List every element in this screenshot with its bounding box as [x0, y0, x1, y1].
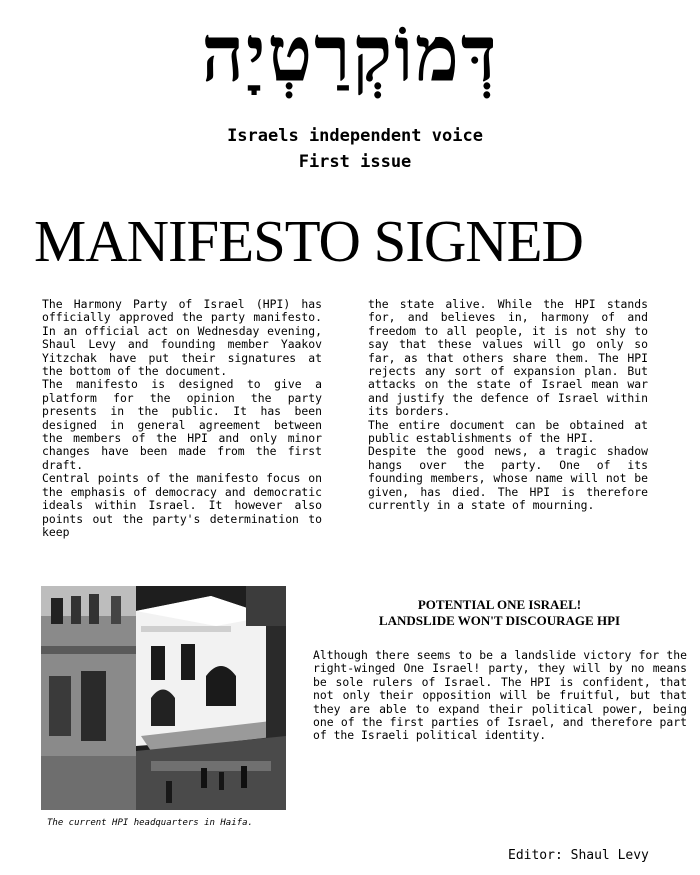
headquarters-photo	[41, 586, 286, 810]
secondary-headline-line2: LANDSLIDE WON'T DISCOURAGE HPI	[378, 612, 621, 628]
photo-caption: The current HPI headquarters in Haifa.	[47, 818, 253, 828]
article-column-left	[42, 298, 322, 539]
article-paragraph: Although there seems to be a landslide victory for the right-winged One Israel! party, they will by no means be sole rulers of Israel. The HPI is confident, that not only their opposition will be fruitful, but that they are able to expand their political power, being one of the first parties of Israel, and therefore part of the Israeli political identity.	[313, 648, 687, 743]
article-paragraph: The entire document can be obtained at public establishments of the HPI.	[368, 417, 648, 446]
article-column-right	[368, 298, 648, 513]
article-paragraph: the state alive. While the HPI stands for, and believes in, harmony of and freedom to all people, it is not shy to say that these values will go only so far, as that others share them. The HPI rejects any sort of expansion plan. But attacks on the state of Israel mean war and justify the defence of Israel within its borders.	[368, 297, 648, 419]
secondary-headline-line1: POTENTIAL ONE ISRAEL!	[417, 597, 582, 612]
masthead	[0, 4, 700, 104]
secondary-article	[313, 649, 687, 743]
issue-label: First issue	[298, 152, 412, 172]
masthead-title: דְּמוֹקְרַטְיָה	[201, 8, 499, 100]
article-paragraph: The Harmony Party of Israel (HPI) has officially approved the party manifesto. In an official act on Wednesday evening, Shaul Levy and founding member Yaakov Yitzchak have put their signatures at the bottom of the document.	[42, 297, 322, 379]
article-paragraph: Despite the good news, a tragic shadow hangs over the party. One of its founding members, whose name will not be given, has died. The HPI is therefore currently in a state of mourning.	[368, 444, 648, 513]
article-paragraph: The manifesto is designed to give a platform for the opinion the party presents in the public. It has been designed in general agreement between the members of the HPI and only minor changes have been made from the first draft.	[42, 377, 322, 472]
tagline-subtitle: Israels independent voice	[227, 126, 483, 146]
headquarters-illustration	[41, 586, 286, 810]
secondary-headline	[312, 597, 687, 628]
main-headline: MANIFESTO SIGNED	[34, 208, 583, 274]
editor-credit: Editor: Shaul Levy	[508, 848, 649, 863]
article-paragraph: Central points of the manifesto focus on the emphasis of democracy and democratic ideals within Israel. It however also points out the party's determination to keep	[42, 471, 322, 539]
tagline	[0, 123, 700, 175]
